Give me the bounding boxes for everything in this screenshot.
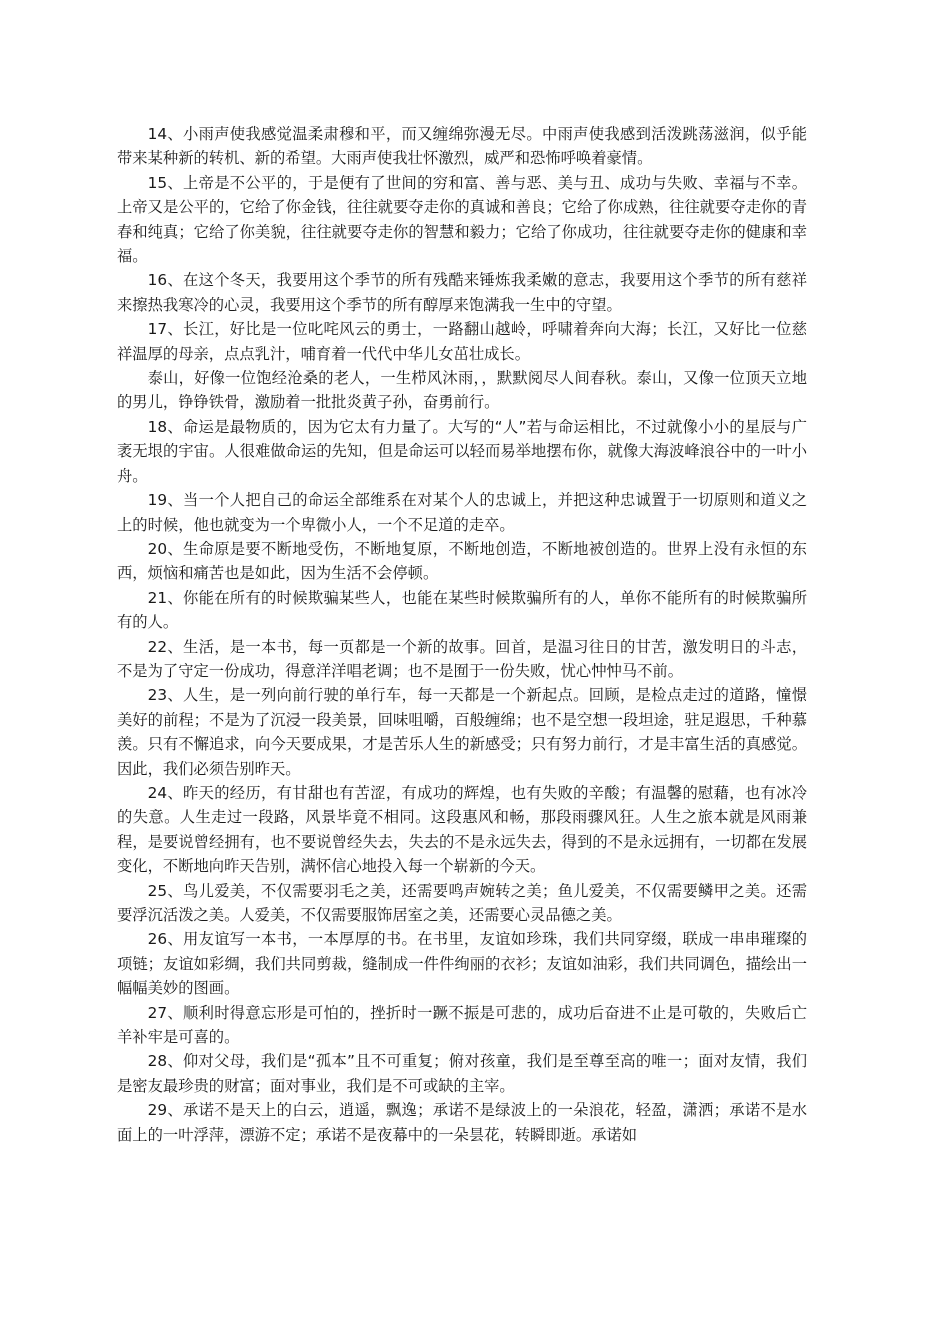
- paragraph-15: 15、上帝是不公平的，于是便有了世间的穷和富、善与恶、美与丑、成功与失败、幸福与不幸。上帝又是公平的，它给了你金钱，往往就要夺走你的真诚和善良；它给了你成熟，往往就要夺走你的青春和纯真；它给了你美貌，往往就要夺走你的智慧和毅力；它给了你成功，往往就要夺走你的健康和幸福。: [117, 173, 807, 266]
- paragraph-19: 19、当一个人把自己的命运全部维系在对某个人的忠诚上，并把这种忠诚置于一切原则和道义之上的时候，他也就变为一个卑微小人，一个不足道的走卒。: [117, 491, 807, 534]
- paragraph-27: 27、顺利时得意忘形是可怕的，挫折时一蹶不振是可悲的，成功后奋进不止是可敬的，失败后亡羊补牢是可喜的。: [117, 1003, 807, 1047]
- paragraph-23: 23、人生，是一列向前行驶的单行车，每一天都是一个新起点。回顾，是检点走过的道路，憧憬美好的前程；不是为了沉浸一段美景，回味咀嚼，百般缠绵；也不是空想一段坦途，驻足遐思，千种慕羡。只有不懈追求，向今天要成果，才是苦乐人生的新感受；只有努力前行，才是丰富生活的真感觉。因此，我们必须告别昨天。: [117, 686, 807, 778]
- paragraph-26: 26、用友谊写一本书，一本厚厚的书。在书里，友谊如珍珠，我们共同穿缀，联成一串串璀璨的项链；友谊如彩绸，我们共同剪裁，缝制成一件件绚丽的衣衫；友谊如油彩，我们共同调色，描绘出一幅幅美妙的图画。: [117, 930, 807, 998]
- paragraph-16: 16、在这个冬天，我要用这个季节的所有残酷来锤炼我柔嫩的意志，我要用这个季节的所有慈祥来擦热我寒冷的心灵，我要用这个季节的所有醇厚来饱满我一生中的守望。: [117, 271, 807, 314]
- paragraph-28: 28、仰对父母，我们是“孤本”且不可重复；俯对孩童，我们是至尊至高的唯一；面对友情，我们是密友最珍贵的财富；面对事业，我们是不可或缺的主宰。: [117, 1052, 807, 1095]
- paragraph-taishan: 泰山，好像一位饱经沧桑的老人，一生栉风沐雨，，默默阅尽人间春秋。泰山，又像一位顶天立地的男儿，铮铮铁骨，激励着一批批炎黄子孙，奋勇前行。: [117, 369, 807, 412]
- paragraph-17: 17、长江，好比是一位叱咤风云的勇士，一路翻山越岭，呼啸着奔向大海；长江，又好比一位慈祥温厚的母亲，点点乳汁，哺育着一代代中华儿女茁壮成长。: [117, 320, 807, 363]
- paragraph-29: 29、承诺不是天上的白云，逍遥，飘逸；承诺不是绿波上的一朵浪花，轻盈，潇洒；承诺不是水面上的一叶浮萍，漂游不定；承诺不是夜幕中的一朵昙花，转瞬即逝。承诺如: [117, 1101, 807, 1144]
- paragraph-18: 18、命运是最物质的，因为它太有力量了。大写的“人”若与命运相比，不过就像小小的星辰与广袤无垠的宇宙。人很难做命运的先知，但是命运可以轻而易举地摆布你，就像大海波峰浪谷中的一叶小舟。: [117, 417, 807, 485]
- paragraph-22: 22、生活，是一本书，每一页都是一个新的故事。回首，是温习往日的甘苦，激发明日的斗志，不是为了守定一份成功，得意洋洋唱老调；也不是囿于一份失败，忧心忡忡马不前。: [117, 637, 807, 680]
- document-body: [117, 122, 807, 1147]
- paragraph-20: 20、生命原是要不断地受伤，不断地复原，不断地创造，不断地被创造的。世界上没有永恒的东西，烦恼和痛苦也是如此，因为生活不会停顿。: [117, 539, 807, 583]
- paragraph-25: 25、鸟儿爱美，不仅需要羽毛之美，还需要鸣声婉转之美；鱼儿爱美，不仅需要鳞甲之美。还需要浮沉活泼之美。人爱美，不仅需要服饰居室之美，还需要心灵品德之美。: [117, 881, 807, 924]
- paragraph-21: 21、你能在所有的时候欺骗某些人，也能在某些时候欺骗所有的人，单你不能所有的时候欺骗所有的人。: [117, 588, 807, 632]
- paragraph-14: 14、小雨声使我感觉温柔肃穆和平，而又缠绵弥漫无尽。中雨声使我感到活泼跳荡滋润，似乎能带来某种新的转机、新的希望。大雨声使我壮怀激烈，威严和恐怖呼唤着豪情。: [117, 125, 807, 168]
- paragraph-24: 24、昨天的经历，有甘甜也有苦涩，有成功的辉煌，也有失败的辛酸；有温馨的慰藉，也有冰冷的失意。人生走过一段路，风景毕竟不相同。这段惠风和畅，那段雨骤风狂。人生之旅本就是风雨兼程，是要说曾经拥有，也不要说曾经失去，失去的不是永远失去，得到的不是永远拥有，一切都在发展变化，不断地向昨天告别，满怀信心地投入每一个崭新的今天。: [117, 783, 807, 876]
